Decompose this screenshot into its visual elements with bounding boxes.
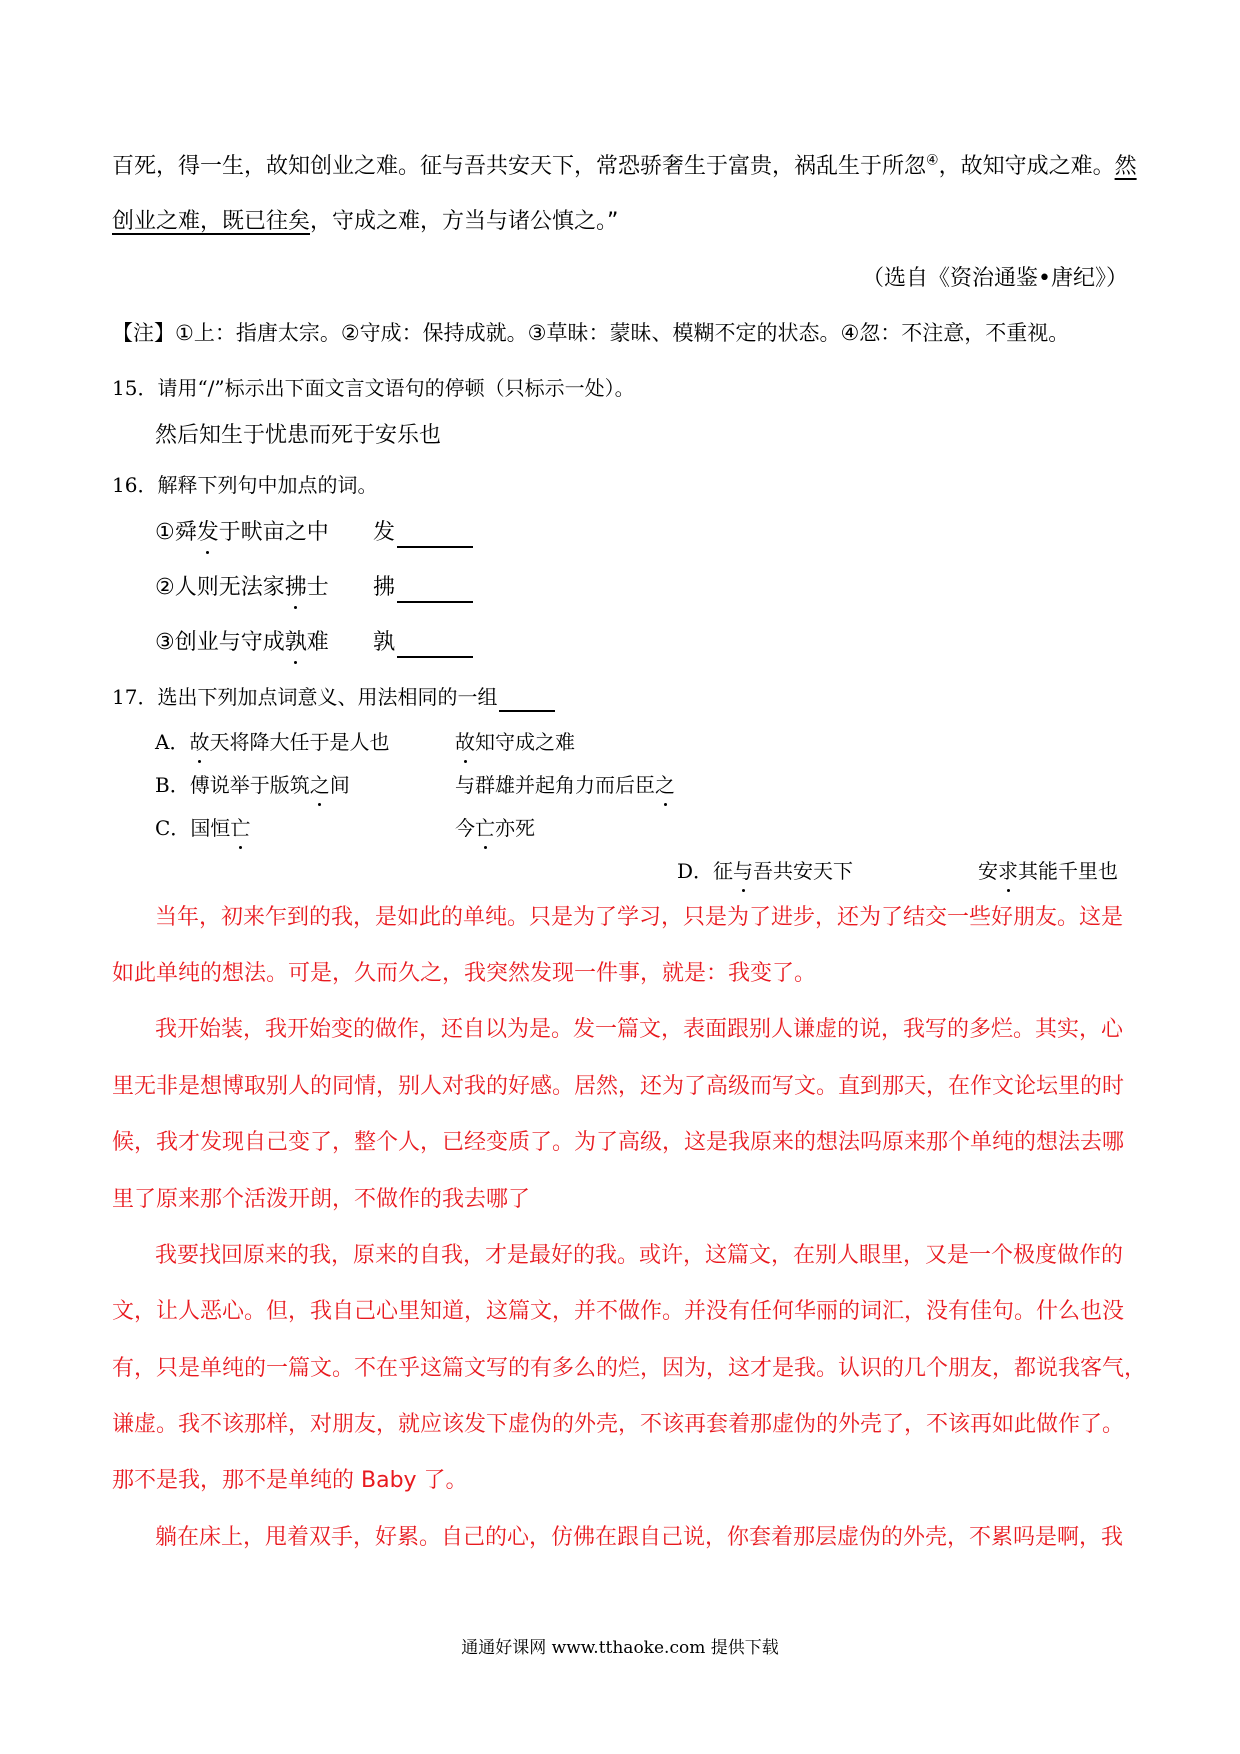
underlined-text: 然 bbox=[1114, 154, 1137, 179]
passage-line-2: 创业之难，既已往矣，守成之难，方当与诸公慎之。” bbox=[112, 209, 619, 234]
red-line-3: 我开始装，我开始变的做作，还自以为是。发一篇文，表面跟别人谦虚的说，我写的多烂。其实，心 bbox=[155, 1017, 1124, 1042]
option-a-right: 故知守成之难 bbox=[455, 727, 575, 757]
question-16-title: 16．解释下列句中加点的词。 bbox=[112, 473, 378, 497]
footnote-mark: ④ bbox=[926, 152, 939, 169]
dotted-word: 求 bbox=[998, 856, 1018, 886]
option-a: A．故天将降大任于是人也 bbox=[155, 727, 389, 757]
dotted-word: 之 bbox=[655, 770, 675, 800]
dotted-word: 孰 bbox=[285, 628, 307, 658]
answer-blank[interactable] bbox=[499, 686, 555, 712]
question-16-item-1: ①舜发于畎亩之中 bbox=[155, 518, 329, 548]
question-17-title: 17．选出下列加点词意义、用法相同的一组 bbox=[112, 682, 555, 712]
answer-blank[interactable] bbox=[397, 632, 473, 658]
answer-16-1: 发 bbox=[373, 518, 473, 548]
dotted-word: 与 bbox=[733, 856, 753, 886]
red-line-4: 里无非是想博取别人的同情，别人对我的好感。居然，还为了高级而写文。直到那天，在作文论坛里的时 bbox=[112, 1074, 1125, 1099]
red-line-11: 那不是我，那不是单纯的 Baby 了。 bbox=[112, 1468, 468, 1493]
red-line-7: 我要找回原来的我，原来的自我，才是最好的我。或许，这篇文，在别人眼里，又是一个极度做作的 bbox=[155, 1243, 1124, 1268]
passage-source: （选自《资治通鉴•唐纪》） bbox=[862, 266, 1128, 291]
dotted-word: 故 bbox=[455, 727, 475, 757]
red-line-6: 里了原来那个活泼开朗，不做作的我去哪了 bbox=[112, 1187, 531, 1212]
dotted-word: 亡 bbox=[475, 813, 495, 843]
option-b: B．傅说举于版筑之间 bbox=[155, 770, 350, 800]
option-c-right: 今亡亦死 bbox=[455, 813, 535, 843]
passage-line-1: 百死，得一生，故知创业之难。征与吾共安天下，常恐骄奢生于富贵，祸乱生于所忽④，故知守成之难。然 bbox=[112, 152, 1137, 179]
option-c: C．国恒亡 bbox=[155, 813, 250, 843]
option-d-right: 安求其能千里也 bbox=[978, 856, 1118, 886]
passage-notes: 【注】①上：指唐太宗。②守成：保持成就。③草昧：蒙昧、模糊不定的状态。④忽：不注意，不重视。 bbox=[112, 321, 1070, 345]
dotted-word: 故 bbox=[189, 727, 209, 757]
answer-blank[interactable] bbox=[397, 522, 473, 548]
question-16-item-3: ③创业与守成孰难 bbox=[155, 628, 329, 658]
red-line-10: 谦虚。我不该那样，对朋友，就应该发下虚伪的外壳，不该再套着那虚伪的外壳了，不该再如此做作了。 bbox=[112, 1412, 1125, 1437]
red-line-2: 如此单纯的想法。可是，久而久之，我突然发现一件事，就是：我变了。 bbox=[112, 961, 817, 986]
red-line-9: 有，只是单纯的一篇文。不在乎这篇文写的有多么的烂，因为，这才是我。认识的几个朋友，都说我客气， bbox=[112, 1356, 1147, 1381]
dotted-word: 之 bbox=[310, 770, 330, 800]
dotted-word: 亡 bbox=[230, 813, 250, 843]
option-d: D．征与吾共安天下 bbox=[677, 856, 853, 886]
question-15-sentence: 然后知生于忧患而死于安乐也 bbox=[155, 423, 442, 448]
answer-blank[interactable] bbox=[397, 577, 473, 603]
option-b-right: 与群雄并起角力而后臣之 bbox=[455, 770, 675, 800]
answer-16-2: 拂 bbox=[373, 573, 473, 603]
dotted-word: 拂 bbox=[285, 573, 307, 603]
red-line-8: 文，让人恶心。但，我自己心里知道，这篇文，并不做作。并没有任何华丽的词汇，没有佳句。什么也没 bbox=[112, 1299, 1125, 1324]
red-line-1: 当年，初来乍到的我，是如此的单纯。只是为了学习，只是为了进步，还为了结交一些好朋友。这是 bbox=[155, 905, 1124, 930]
underlined-text: 创业之难，既已往矣 bbox=[112, 209, 311, 234]
question-16-item-2: ②人则无法家拂士 bbox=[155, 573, 329, 603]
page-footer: 通通好课网 www.tthaoke.com 提供下载 bbox=[461, 1638, 779, 1658]
red-line-12: 躺在床上，甩着双手，好累。自己的心，仿佛在跟自己说，你套着那层虚伪的外壳，不累吗是啊，我 bbox=[155, 1525, 1124, 1550]
answer-16-3: 孰 bbox=[373, 628, 473, 658]
question-15-title: 15．请用“/”标示出下面文言文语句的停顿（只标示一处）。 bbox=[112, 376, 635, 400]
dotted-word: 发 bbox=[197, 518, 219, 548]
red-line-5: 候，我才发现自己变了，整个人，已经变质了。为了高级，这是我原来的想法吗原来那个单纯的想法去哪 bbox=[112, 1130, 1125, 1155]
